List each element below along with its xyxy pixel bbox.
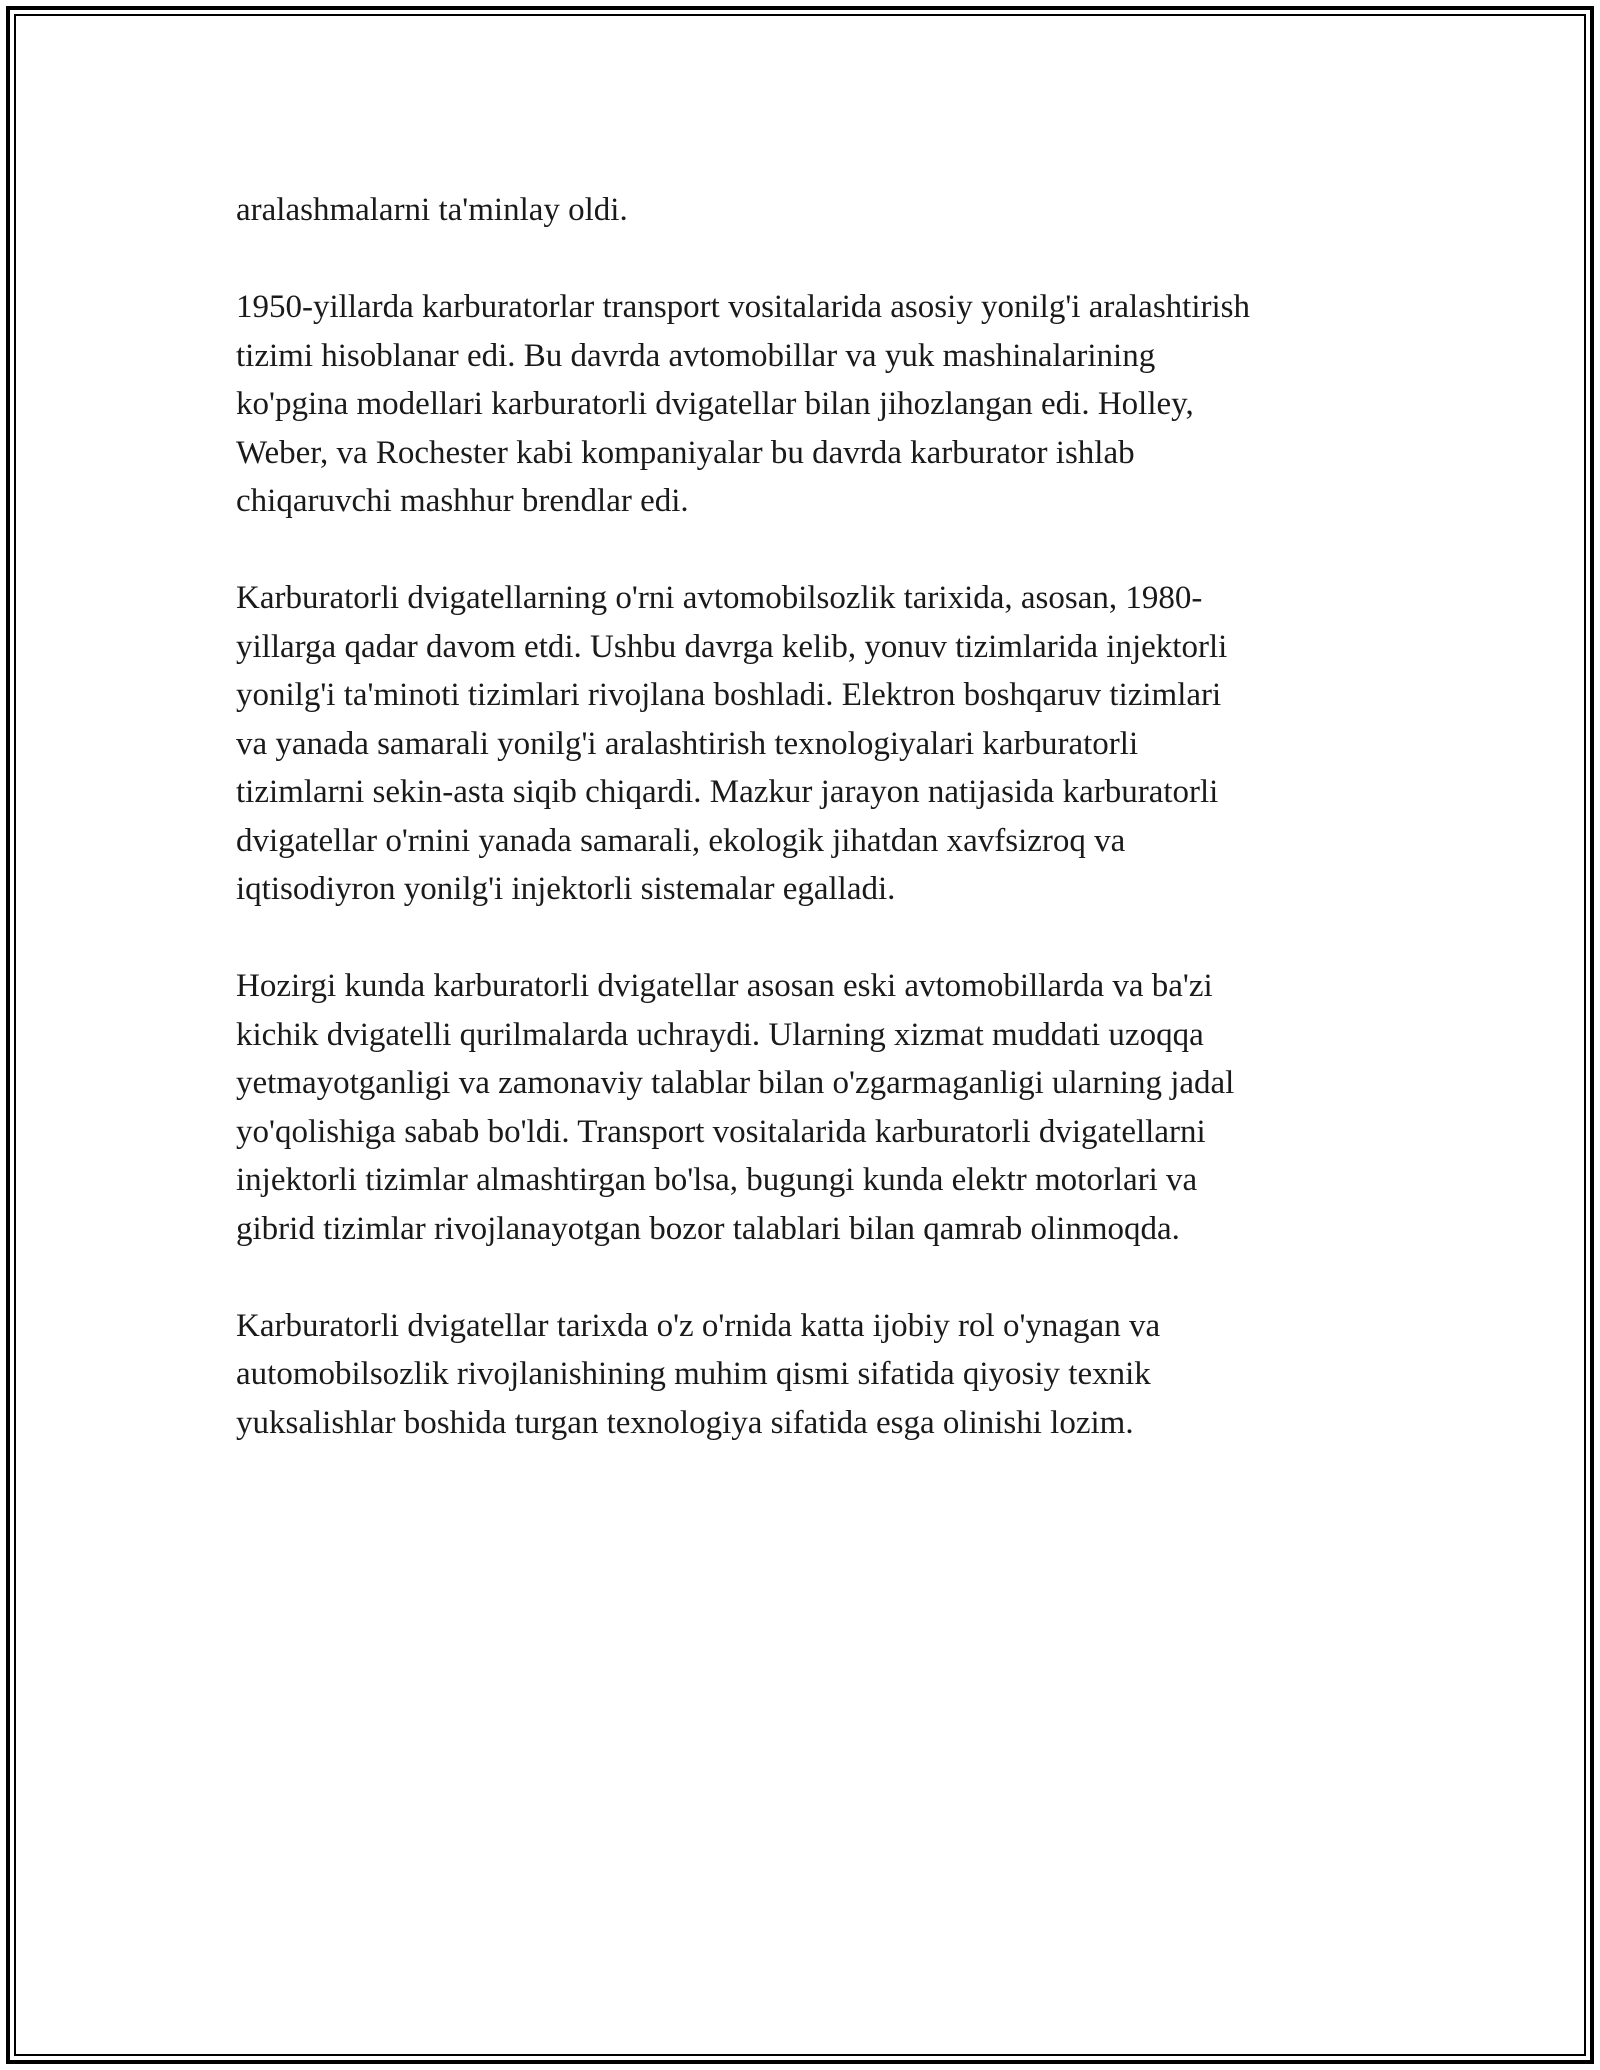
paragraph: 1950-yillarda karburatorlar transport vositalarida asosiy yonilg'i aralashtirish tizimi hisoblanar edi. Bu davrda avtomobillar va yuk mashinalarining ko'pgina modellari karburatorli dvigatellar bilan jihozlangan edi. Holley, Weber, va Rochester kabi kompaniyalar bu davrda karburator ishlab chiqaruvchi mashhur brendlar edi. [236,289,1250,519]
document-body [236,186,1416,1496]
paragraph: aralashmalarni ta'minlay oldi. [236,192,628,228]
paragraph: Karburatorli dvigatellarning o'rni avtomobilsozlik tarixida, asosan, 1980- yillarga qadar davom etdi. Ushbu davrga kelib, yonuv tizimlarida injektorli yonilg'i ta'minoti tizimlari rivojlana boshladi. Elektron boshqaruv tizimlari va yanada samarali yonilg'i aralashtirish texnologiyalari karburatorli tizimlarni sekin-asta siqib chiqardi. Mazkur jarayon natijasida karburatorli dvigatellar o'rnini yanada samarali, ekologik jihatdan xavfsizroq va iqtisodiyron yonilg'i injektorli sistemalar egalladi. [236,580,1228,907]
paragraph: Karburatorli dvigatellar tarixda o'z o'rnida katta ijobiy rol o'ynagan va automobilsozlik rivojlanishining muhim qismi sifatida qiyosiy texnik yuksalishlar boshida turgan texnologiya sifatida esga olinishi lozim. [236,1307,1161,1441]
paragraph: Hozirgi kunda karburatorli dvigatellar asosan eski avtomobillarda va ba'zi kichik dvigatelli qurilmalarda uchraydi. Ularning xizmat muddati uzoqqa yetmayotganligi va zamonaviy talablar bilan o'zgarmaganligi ularning jadal yo'qolishiga sabab bo'ldi. Transport vositalarida karburatorli dvigatellarni injektorli tizimlar almashtirgan bo'lsa, bugungi kunda elektr motorlari va gibrid tizimlar rivojlanayotgan bozor talablari bilan qamrab olinmoqda. [236,968,1235,1247]
